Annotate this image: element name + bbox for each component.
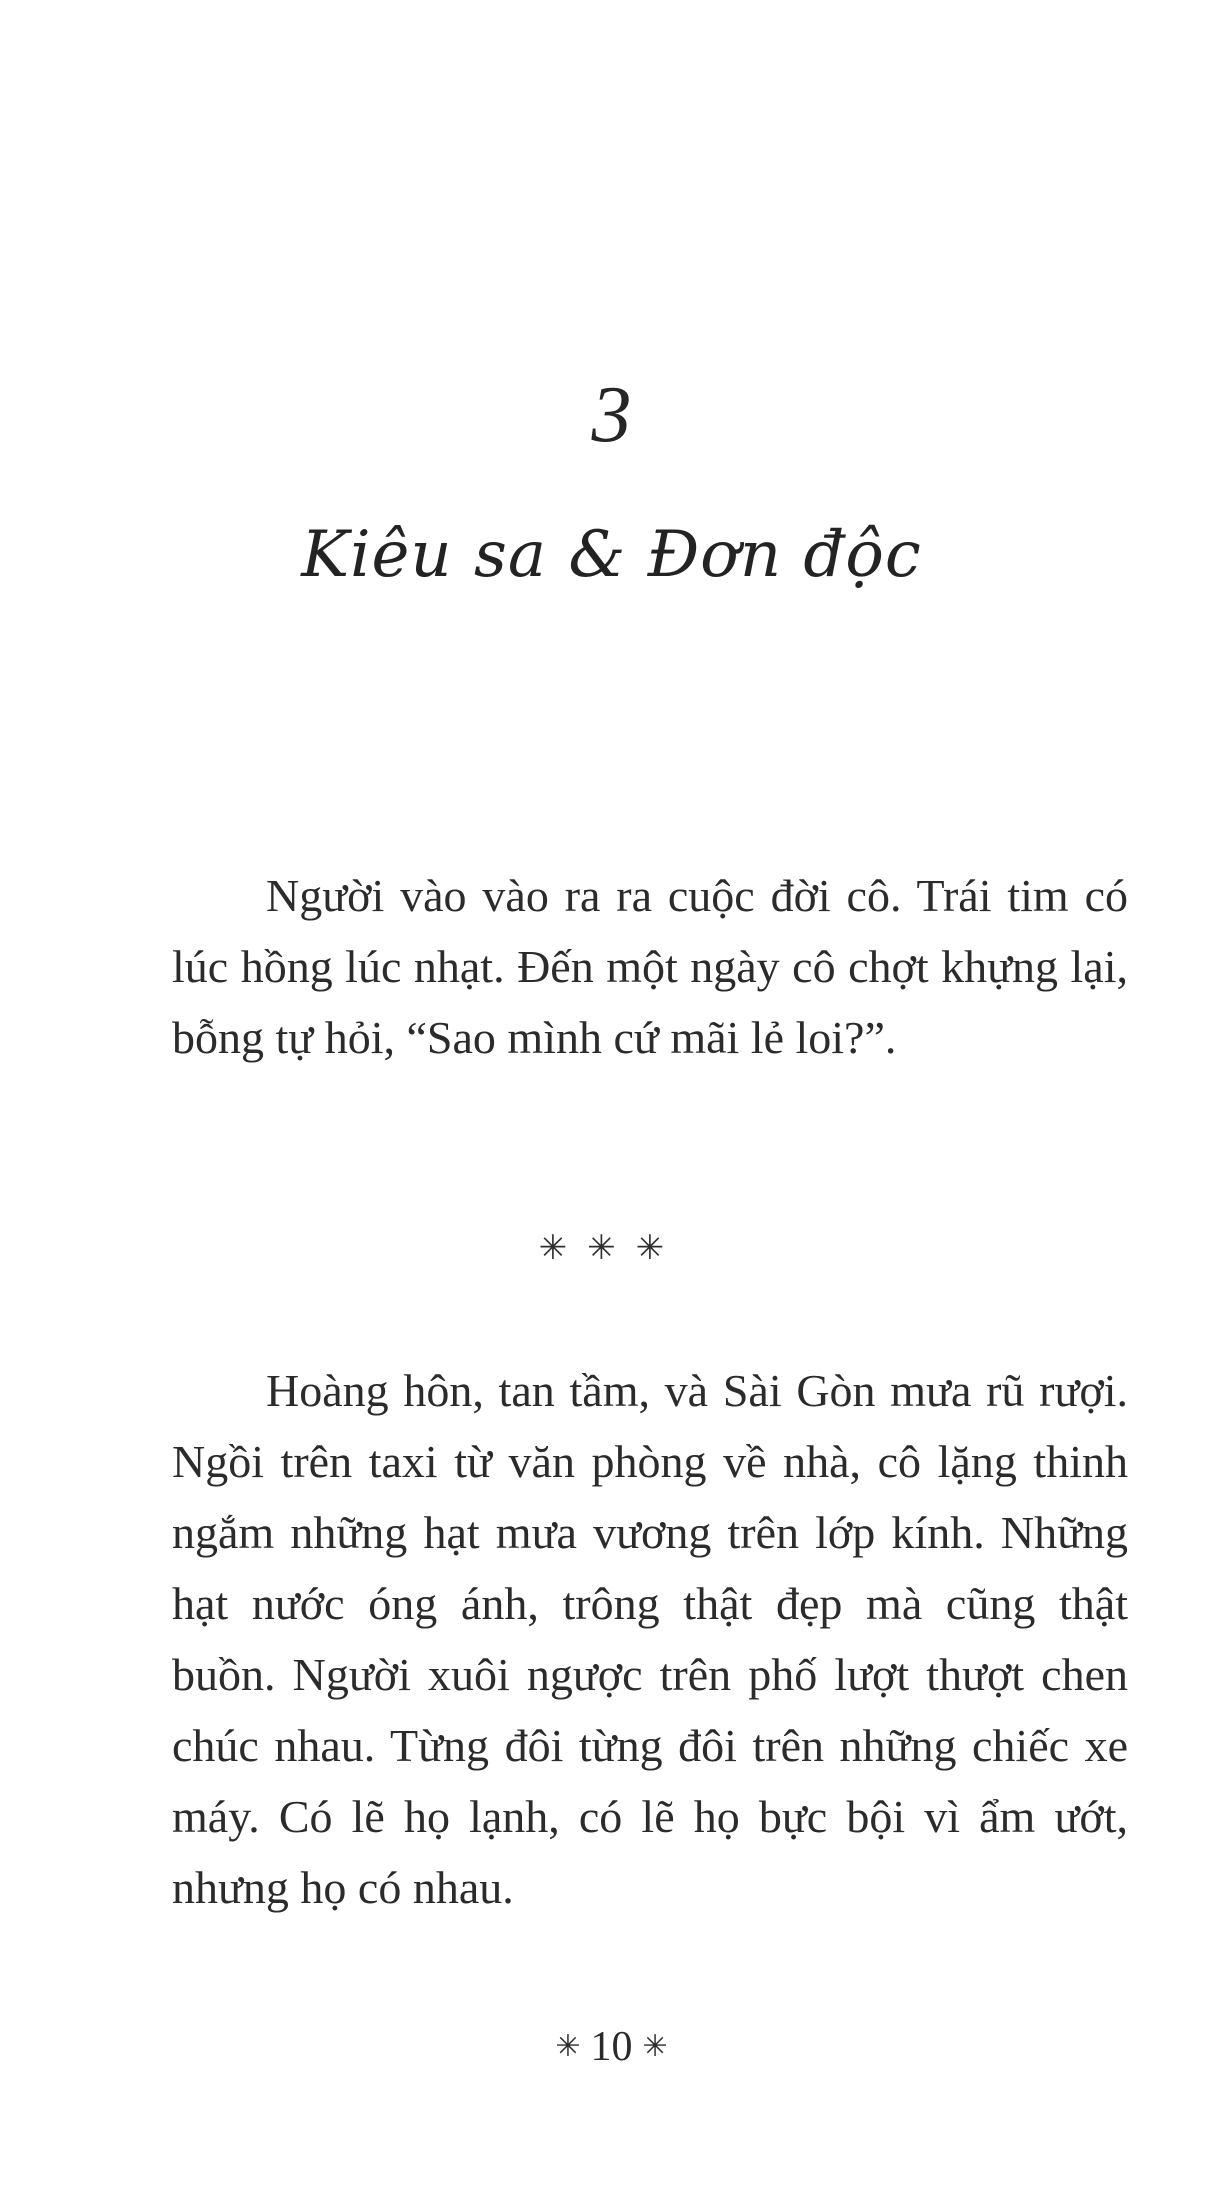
paragraph-body: Hoàng hôn, tan tầm, và Sài Gòn mưa rũ rượi. Ngồi trên taxi từ văn phòng về nhà, cô lặng thinh ngắm những hạt mưa vương trên lớp kính. Những hạt nước óng ánh, trông thật đẹp mà cũng thật buồn. Người xuôi ngược trên phố lượt thượt chen chúc nhau. Từng đôi từng đôi trên những chiếc xe máy. Có lẽ họ lạnh, có lẽ họ bực bội vì ẩm ướt, nhưng họ có nhau. <box>172 1365 1128 1913</box>
page-number: 10 <box>590 2024 633 2070</box>
footer-ornament-right-icon: ✳ <box>642 2029 668 2064</box>
paragraph-intro: Người vào vào ra ra cuộc đời cô. Trái tim có lúc hồng lúc nhạt. Đến một ngày cô chợt khựng lại, bỗng tự hỏi, “Sao mình cứ mãi lẻ loi?”. <box>172 870 1128 1063</box>
footer-ornament-left-icon: ✳ <box>555 2029 581 2064</box>
chapter-title: Kiêu sa & Đơn độc <box>301 518 922 592</box>
page-footer <box>0 2022 1223 2072</box>
section-separator: ✳✳✳ <box>538 1228 685 1268</box>
chapter-number: 3 <box>591 371 632 459</box>
